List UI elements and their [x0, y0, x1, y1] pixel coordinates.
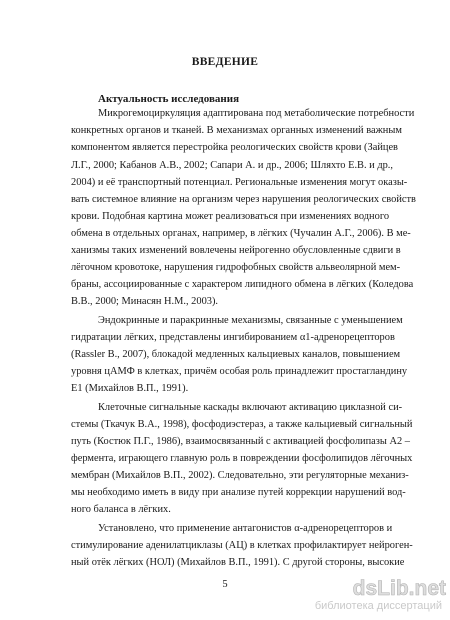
text-line: уровня цАМФ в клетках, причём особая роль принадлежит простагландину — [71, 366, 408, 377]
text-line: лёгочном кровотоке, нарушения гидрофобных свойств альвеолярной мем- — [71, 262, 401, 273]
text-line: фермента, играющего главную роль в повреждении фосфолипидов лёгочных — [71, 453, 413, 464]
text-line: Л.Г., 2000; Кабанов А.В., 2002; Сапари А. и др., 2006; Шляхто Е.В. и др., — [71, 160, 394, 171]
text-line: Микрогемоциркуляция адаптирована под метаболические потребности — [98, 108, 415, 119]
text-line: Клеточные сигнальные каскады включают активацию циклазной си- — [98, 402, 403, 413]
text-line: путь (Костюк П.Г., 1986), взаимосвязанный с активацией фосфолипазы А2 – — [71, 436, 410, 447]
text-line: вать системное влияние на организм через нарушения реологических свойств — [71, 194, 416, 205]
text-line: ный отёк лёгких (НОЛ) (Михайлов В.П., 1991). С другой стороны, высокие — [71, 557, 405, 568]
text-line: (Rassler B., 2007), блокадой медленных кальциевых каналов, повышением — [71, 349, 401, 360]
page-title: ВВЕДЕНИЕ — [191, 56, 259, 68]
text-line: ханизмы таких изменений вовлечены нейрогенно обусловленные сдвиги в — [71, 245, 401, 256]
text-line: гидратации лёгких, представлены ингибированием α1-адренорецепторов — [71, 332, 395, 343]
text-line: обмена в отдельных органах, например, в лёгких (Чучалин А.Г., 2006). В ме- — [71, 228, 411, 239]
text-line: крови. Подобная картина может реализоваться при изменениях водного — [71, 211, 390, 222]
watermark-logo — [328, 575, 448, 599]
text-line: Е1 (Михайлов В.П., 1991). — [71, 383, 189, 394]
svg-text:dsLib.net: dsLib.net — [352, 577, 446, 599]
text-line: 2004) и её транспортный потенциал. Региональные изменения могут оказы- — [71, 177, 408, 188]
text-line: ного баланса в лёгких. — [71, 504, 171, 515]
watermark — [314, 575, 448, 617]
text-line: В.В., 2000; Минасян Н.М., 2003). — [71, 296, 219, 307]
watermark-tagline: библиотека диссертаций — [314, 600, 442, 612]
text-line: браны, ассоциированные с характером липидного обмена в лёгких (Коледова — [71, 279, 414, 290]
text-line: стемы (Ткачук В.А., 1998), фосфодиэстераз, а также кальциевый сигнальный — [71, 419, 413, 430]
text-line: Установлено, что применение антагонистов α-адренорецепторов и — [98, 523, 393, 534]
text-line: конкретных органов и тканей. В механизмах органных изменений важным — [71, 125, 402, 136]
text-line: компонентом является перестройка реологических свойств крови (Зайцев — [71, 142, 398, 153]
page-number: 5 — [222, 579, 228, 590]
text-line: стимулирование аденилатциклазы (АЦ) в клетках профилактирует нейроген- — [71, 540, 413, 551]
text-line: мы необходимо иметь в виду при анализе путей коррекции нарушений вод- — [71, 487, 406, 498]
section-heading: Актуальность исследования — [98, 93, 240, 105]
text-line: мембран (Михайлов В.П., 2002). Следовательно, эти регуляторные механиз- — [71, 470, 409, 481]
text-line: Эндокринные и паракринные механизмы, связанные с уменьшением — [98, 315, 403, 326]
